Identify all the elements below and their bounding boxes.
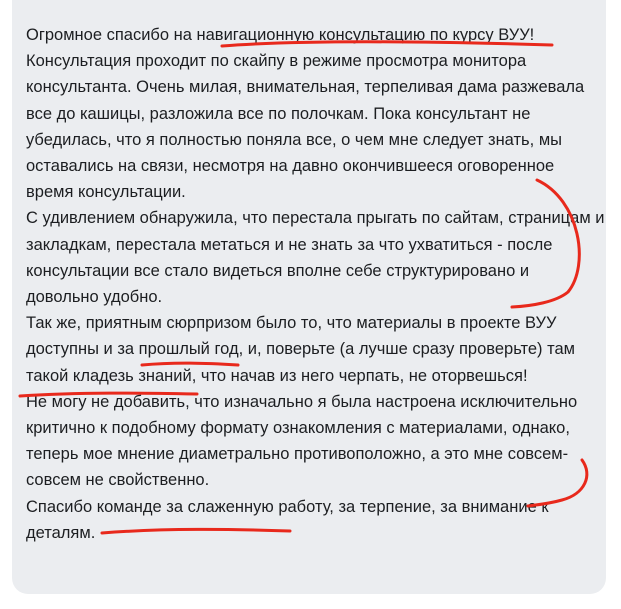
review-paragraph-opinion: Не могу не добавить, что изначально я была настроена исключительно критично к подобному формату ознакомления с материалами, однако, теперь мое мнение диаметрально противоположно, а это мне совсем-совсем не свойственно. [26,392,578,490]
review-paragraph-consultation: Консультация проходит по скайпу в режиме просмотра монитора консультанта. Очень милая, внимательная, терпеливая дама разжевала все до кашицы, разложила все по полочкам. Пока консультант не убедилась, что я полностью поняла все, о чем мне следует знать, мы оставались на связи, несмотря на давно окончившееся оговоренное время консультации. [26,52,585,202]
review-paragraph-team-thanks: Спасибо команде за слаженную работу, за терпение, за внимание к деталям. [26,497,549,542]
review-paragraph-materials: Так же, приятным сюрпризом было то, что материалы в проекте ВУУ доступны и за прошлый год, и, поверьте (а лучше сразу проверьте) там такой кладезь знаний, что начав из него черпать, не оторвешься! [26,314,576,385]
review-text [26,22,606,546]
review-paragraph-thanks: Огромное спасибо на навигационную консультацию по курсу ВУУ! [26,26,535,44]
review-paragraph-surprise-structure: С удивлением обнаружила, что перестала прыгать по сайтам, страницам и закладкам, перестала метаться и не знать за что ухватиться - после консультации все стало видеться вполне себе структурировано и довольно удобно. [26,209,605,307]
